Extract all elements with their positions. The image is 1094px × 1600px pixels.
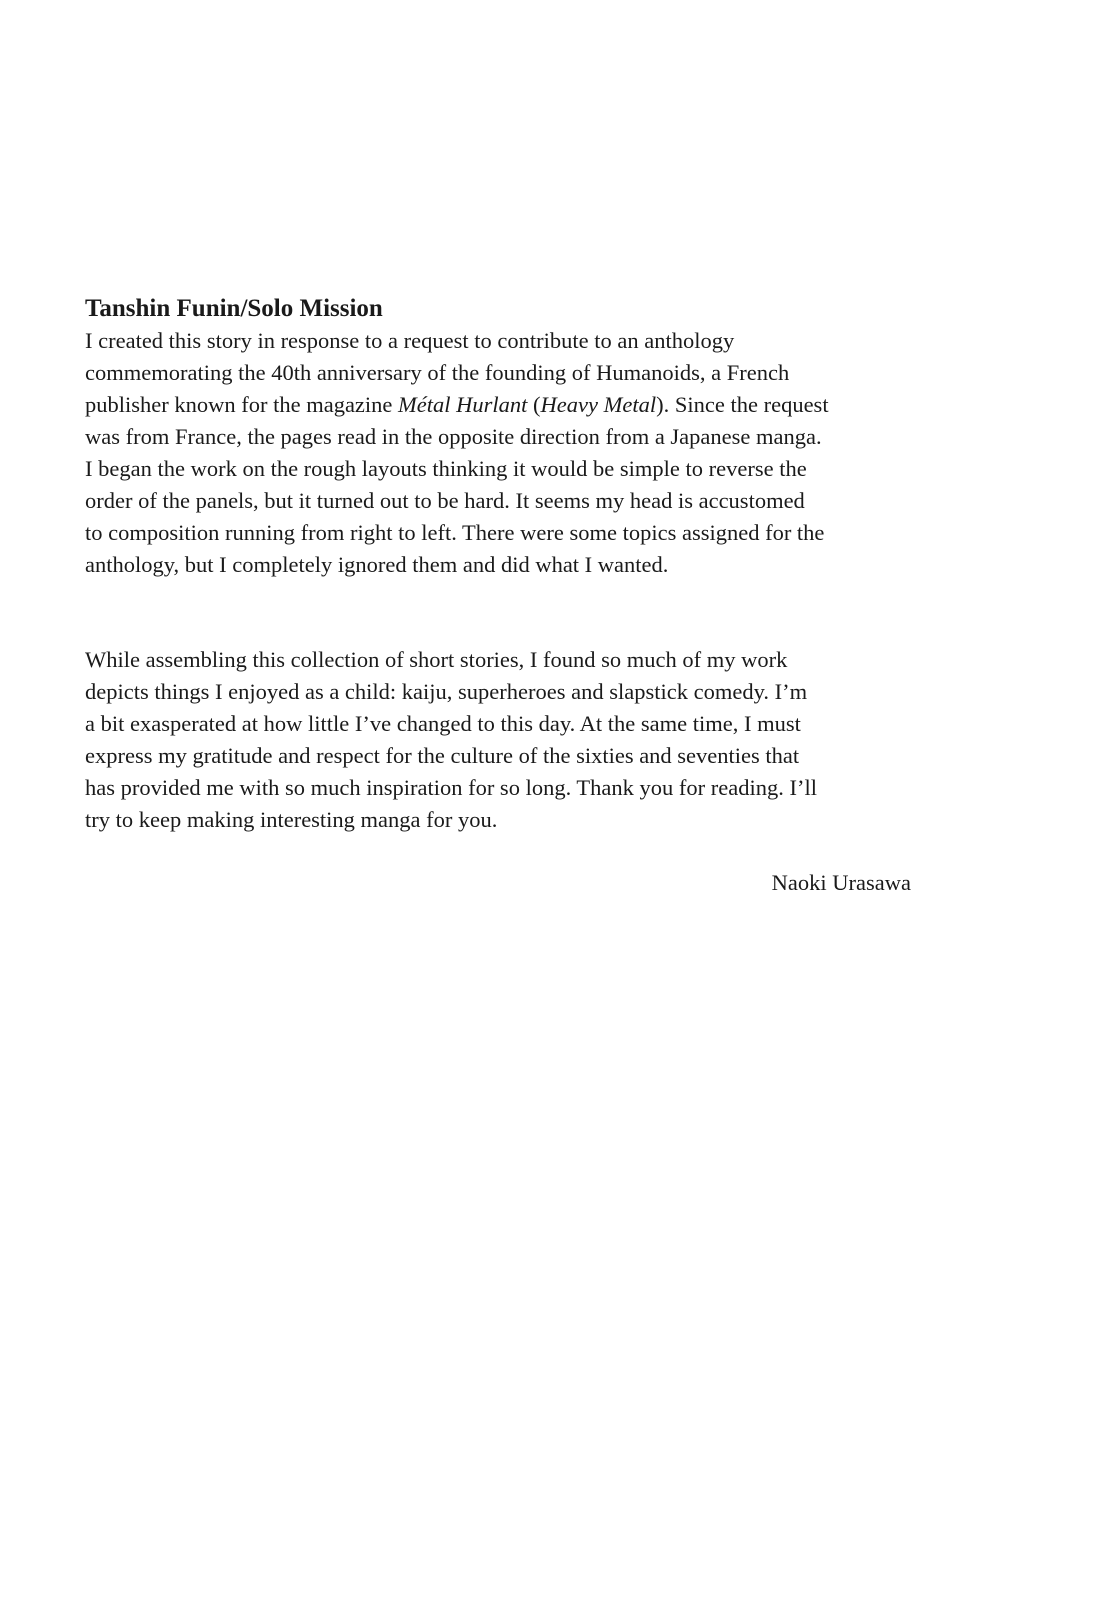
paragraph-line: I began the work on the rough layouts thinking it would be simple to reverse the	[85, 456, 807, 481]
paragraph-line: I created this story in response to a request to contribute to an anthology	[85, 328, 735, 353]
paragraph-solo-mission	[85, 325, 829, 581]
author-signature: Naoki Urasawa	[771, 870, 911, 895]
section-title: Tanshin Funin/Solo Mission	[85, 295, 383, 322]
text-run: publisher known for the magazine	[85, 392, 399, 417]
magazine-title-french: Métal Hurlant	[398, 392, 528, 417]
paragraph-line: anthology, but I completely ignored them and did what I wanted.	[85, 552, 669, 577]
paragraph-line: order of the panels, but it turned out to be hard. It seems my head is accustomed	[85, 488, 805, 513]
paragraph-line: commemorating the 40th anniversary of the founding of Humanoids, a French	[85, 360, 790, 385]
paragraph-line: was from France, the pages read in the opposite direction from a Japanese manga.	[85, 424, 822, 449]
paragraph-line: a bit exasperated at how little I’ve changed to this day. At the same time, I must	[85, 711, 801, 736]
magazine-title-english: Heavy Metal	[540, 392, 657, 417]
paragraph-line: While assembling this collection of short stories, I found so much of my work	[85, 647, 788, 672]
paragraph-collection-note	[85, 644, 817, 836]
paragraph-line: express my gratitude and respect for the culture of the sixties and seventies that	[85, 743, 800, 768]
paragraph-line: to composition running from right to left. There were some topics assigned for the	[85, 520, 825, 545]
paragraph-line: has provided me with so much inspiration for so long. Thank you for reading. I’ll	[85, 775, 817, 800]
text-run: (	[527, 392, 541, 417]
paragraph-line: depicts things I enjoyed as a child: kaiju, superheroes and slapstick comedy. I’m	[85, 679, 808, 704]
paragraph-line	[85, 389, 829, 421]
paragraph-line: try to keep making interesting manga for you.	[85, 807, 498, 832]
text-run: ). Since the request	[656, 392, 829, 417]
